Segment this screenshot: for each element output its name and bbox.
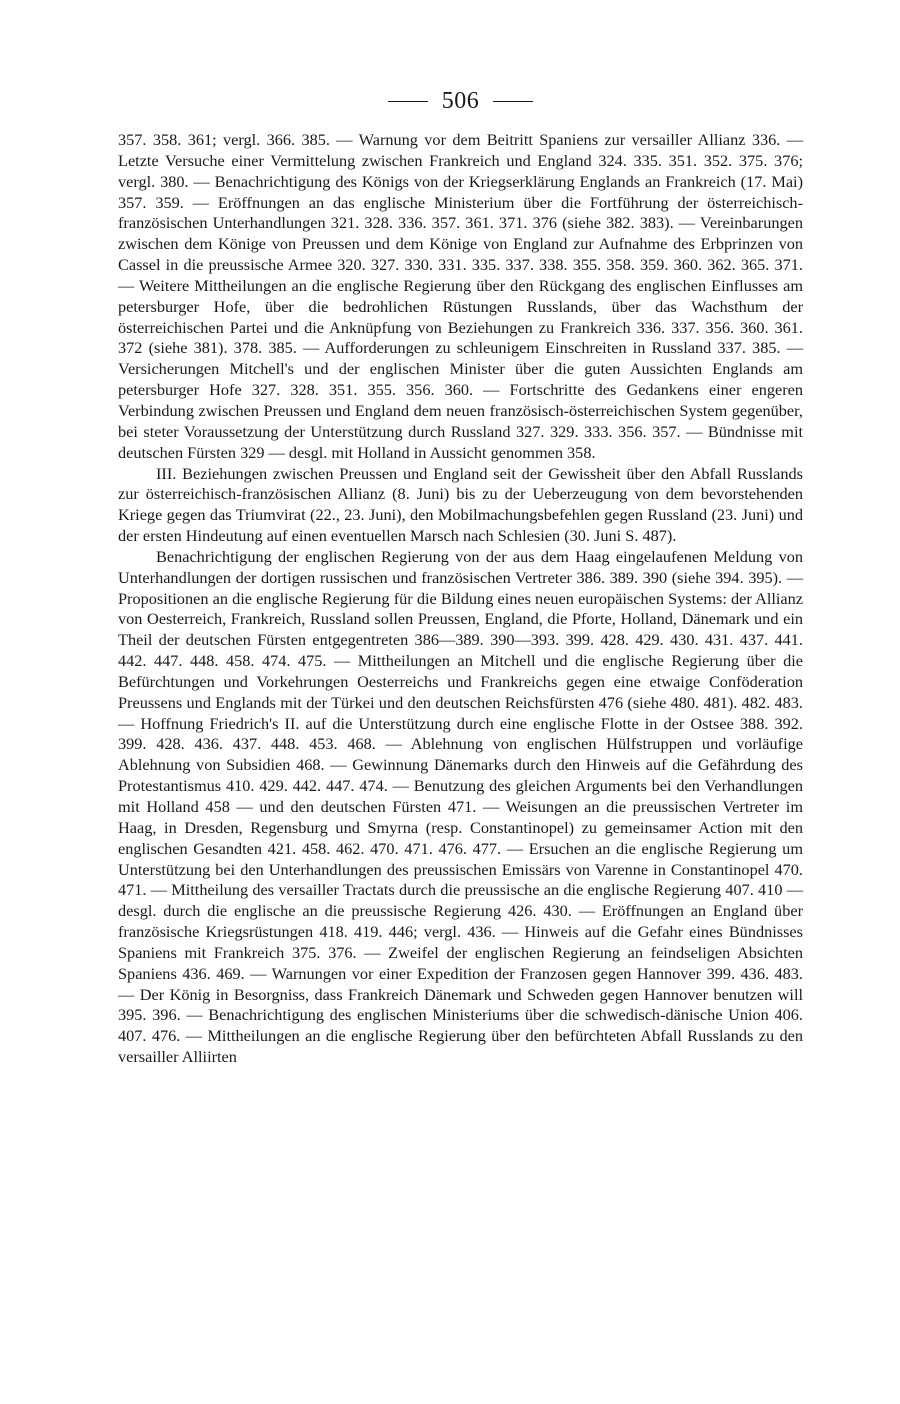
page-header <box>118 84 803 118</box>
paragraph-body: Benachrichtigung der englischen Regierung von der aus dem Haag eingelaufenen Meldung von Unterhandlungen der dortigen russischen und französischen Vertreter 386. 389. 390 (siehe 394. 395). — Propositionen an die englische Regierung für die Bildung eines neuen europäischen Systems: der Allianz von Oesterreich, Frankreich, Russland sollen Preussen, England, die Pforte, Holland, Dänemark und ein Theil der deutschen Fürsten entgegentreten 386—389. 390—393. 399. 428. 429. 430. 431. 437. 441. 442. 447. 448. 458. 474. 475. — Mittheilungen an Mitchell und die englische Regierung über die Befürchtungen und Vorkehrungen Oesterreichs und Frankreichs gegen eine etwaige Conföderation Preussens und Englands mit der Türkei und den deutschen Reichsfürsten 476 (siehe 480. 481). 482. 483. — Hoffnung Friedrich's II. auf die Unterstützung durch eine englische Flotte in der Ostsee 388. 392. 399. 428. 436. 437. 448. 453. 468. — Ablehnung von englischen Hülfstruppen und vorläufige Ablehnung von Subsidien 468. — Gewinnung Dänemarks durch den Hinweis auf die Gefährdung des Protestantismus 410. 429. 442. 447. 474. — Benutzung des gleichen Arguments bei den Verhandlungen mit Holland 458 — und den deutschen Fürsten 471. — Weisungen an die preussischen Vertreter im Haag, in Dresden, Regensburg und Smyrna (resp. Constantinopel) zu gemeinsamer Action mit den englischen Gesandten 421. 458. 462. 470. 471. 476. 477. — Ersuchen an die englische Regierung um Unterstützung bei den Unterhandlungen des preussischen Emissärs von Varenne in Constantinopel 470. 471. — Mittheilung des versailler Tractats durch die preussische an die englische Regierung 407. 410 — desgl. durch die englische an die preussische Regierung 426. 430. — Eröffnungen an England über französische Kriegsrüstungen 418. 419. 446; vergl. 436. — Hinweis auf die Gefahr eines Bündnisses Spaniens mit Frankreich 375. 376. — Zweifel der englischen Regierung an feindseligen Absichten Spaniens 436. 469. — Warnungen vor einer Expedition der Franzosen gegen Hannover 399. 436. 483. — Der König in Besorgniss, dass Frankreich Dänemark und Schweden gegen Hannover benutzen will 395. 396. — Benachrichtigung des englischen Ministeriums über die schwedisch-dänische Union 406. 407. 476. — Mittheilungen an die englische Regierung über den befürchteten Abfall Russlands zu den versailler Alliirten <box>118 546 803 1067</box>
header-dash-right <box>493 101 533 102</box>
page-number: 506 <box>441 87 480 114</box>
paragraph-continuation: 357. 358. 361; vergl. 366. 385. — Warnung vor dem Beitritt Spaniens zur versailler Allianz 336. — Letzte Versuche einer Vermittelung zwischen Frankreich und England 324. 335. 351. 352. 375. 376; vergl. 380. — Benachrichtigung des Königs von der Kriegserklärung Englands an Frankreich (17. Mai) 357. 359. — Eröffnungen an das englische Ministerium über die Fortführung der österreichisch-französischen Unterhandlungen 321. 328. 336. 357. 361. 371. 376 (siehe 382. 383). — Vereinbarungen zwischen dem Könige von Preussen und dem Könige von England zur Aufnahme des Erbprinzen von Cassel in die preussische Armee 320. 327. 330. 331. 335. 337. 338. 355. 358. 359. 360. 362. 365. 371. — Weitere Mittheilungen an die englische Regierung über den Rückgang des englischen Einflusses am petersburger Hofe, über die bedrohlichen Rüstungen Russlands, über das Wachsthum der österreichischen Partei und die Anknüpfung von Beziehungen zu Frankreich 336. 337. 356. 360. 361. 372 (siehe 381). 378. 385. — Aufforderungen zu schleunigem Einschreiten in Russland 337. 385. — Versicherungen Mitchell's und der englischen Minister über die guten Aussichten Englands am petersburger Hofe 327. 328. 351. 355. 356. 360. — Fortschritte des Gedankens einer engeren Verbindung zwischen Preussen und England dem neuen französisch-österreichischen System gegenüber, bei steter Voraussetzung der Unterstützung durch Russland 327. 329. 333. 356. 357. — Bündnisse mit deutschen Fürsten 329 — desgl. mit Holland in Aussicht genommen 358. <box>118 130 803 462</box>
document-page <box>118 84 803 1068</box>
header-dash-left <box>388 101 428 102</box>
section-heading-paragraph: III. Beziehungen zwischen Preussen und England seit der Gewissheit über den Abfall Russlands zur österreichisch-französischen Allianz (8. Juni) bis zu der Ueberzeugung von dem bevorstehenden Kriege gegen das Triumvirat (22., 23. Juni), den Mobilmachungsbefehlen gegen Russland (23. Juni) und der ersten Hindeutung auf einen eventuellen Marsch nach Schlesien (30. Juni S. 487). <box>118 463 803 546</box>
